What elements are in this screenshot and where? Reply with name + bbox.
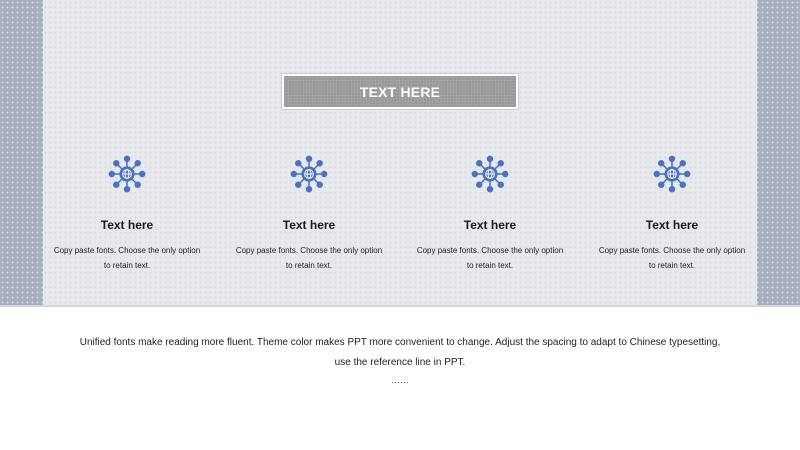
feature-item-1 — [47, 155, 207, 273]
feature-heading: Text here — [100, 218, 154, 232]
notes-line-1: Unified fonts make reading more fluent. Theme color makes PPT more convenient to change. Adjust the spacing to adapt to Chinese typesetting, — [79, 337, 721, 348]
network-hub-icon — [290, 155, 328, 193]
feature-description: Copy paste fonts. Choose the only option to retain text. — [598, 246, 746, 270]
feature-item-2 — [229, 155, 389, 273]
feature-item-4 — [592, 155, 752, 273]
network-hub-icon — [471, 155, 509, 193]
feature-heading: Text here — [463, 218, 517, 232]
feature-item-3 — [410, 155, 570, 273]
feature-description: Copy paste fonts. Choose the only option to retain text. — [235, 246, 383, 270]
title-text: TEXT HERE — [359, 83, 441, 100]
feature-description: Copy paste fonts. Choose the only option to retain text. — [53, 246, 201, 270]
network-hub-icon — [108, 155, 146, 193]
network-hub-icon — [653, 155, 691, 193]
notes-text — [40, 333, 760, 373]
slide-divider — [0, 305, 800, 307]
notes-line-2: use the reference line in PPT. — [334, 357, 466, 368]
notes-ellipsis: …… — [391, 375, 409, 385]
feature-heading: Text here — [645, 218, 699, 232]
feature-description: Copy paste fonts. Choose the only option to retain text. — [416, 246, 564, 270]
feature-heading: Text here — [282, 218, 336, 232]
title-box[interactable] — [282, 74, 518, 109]
